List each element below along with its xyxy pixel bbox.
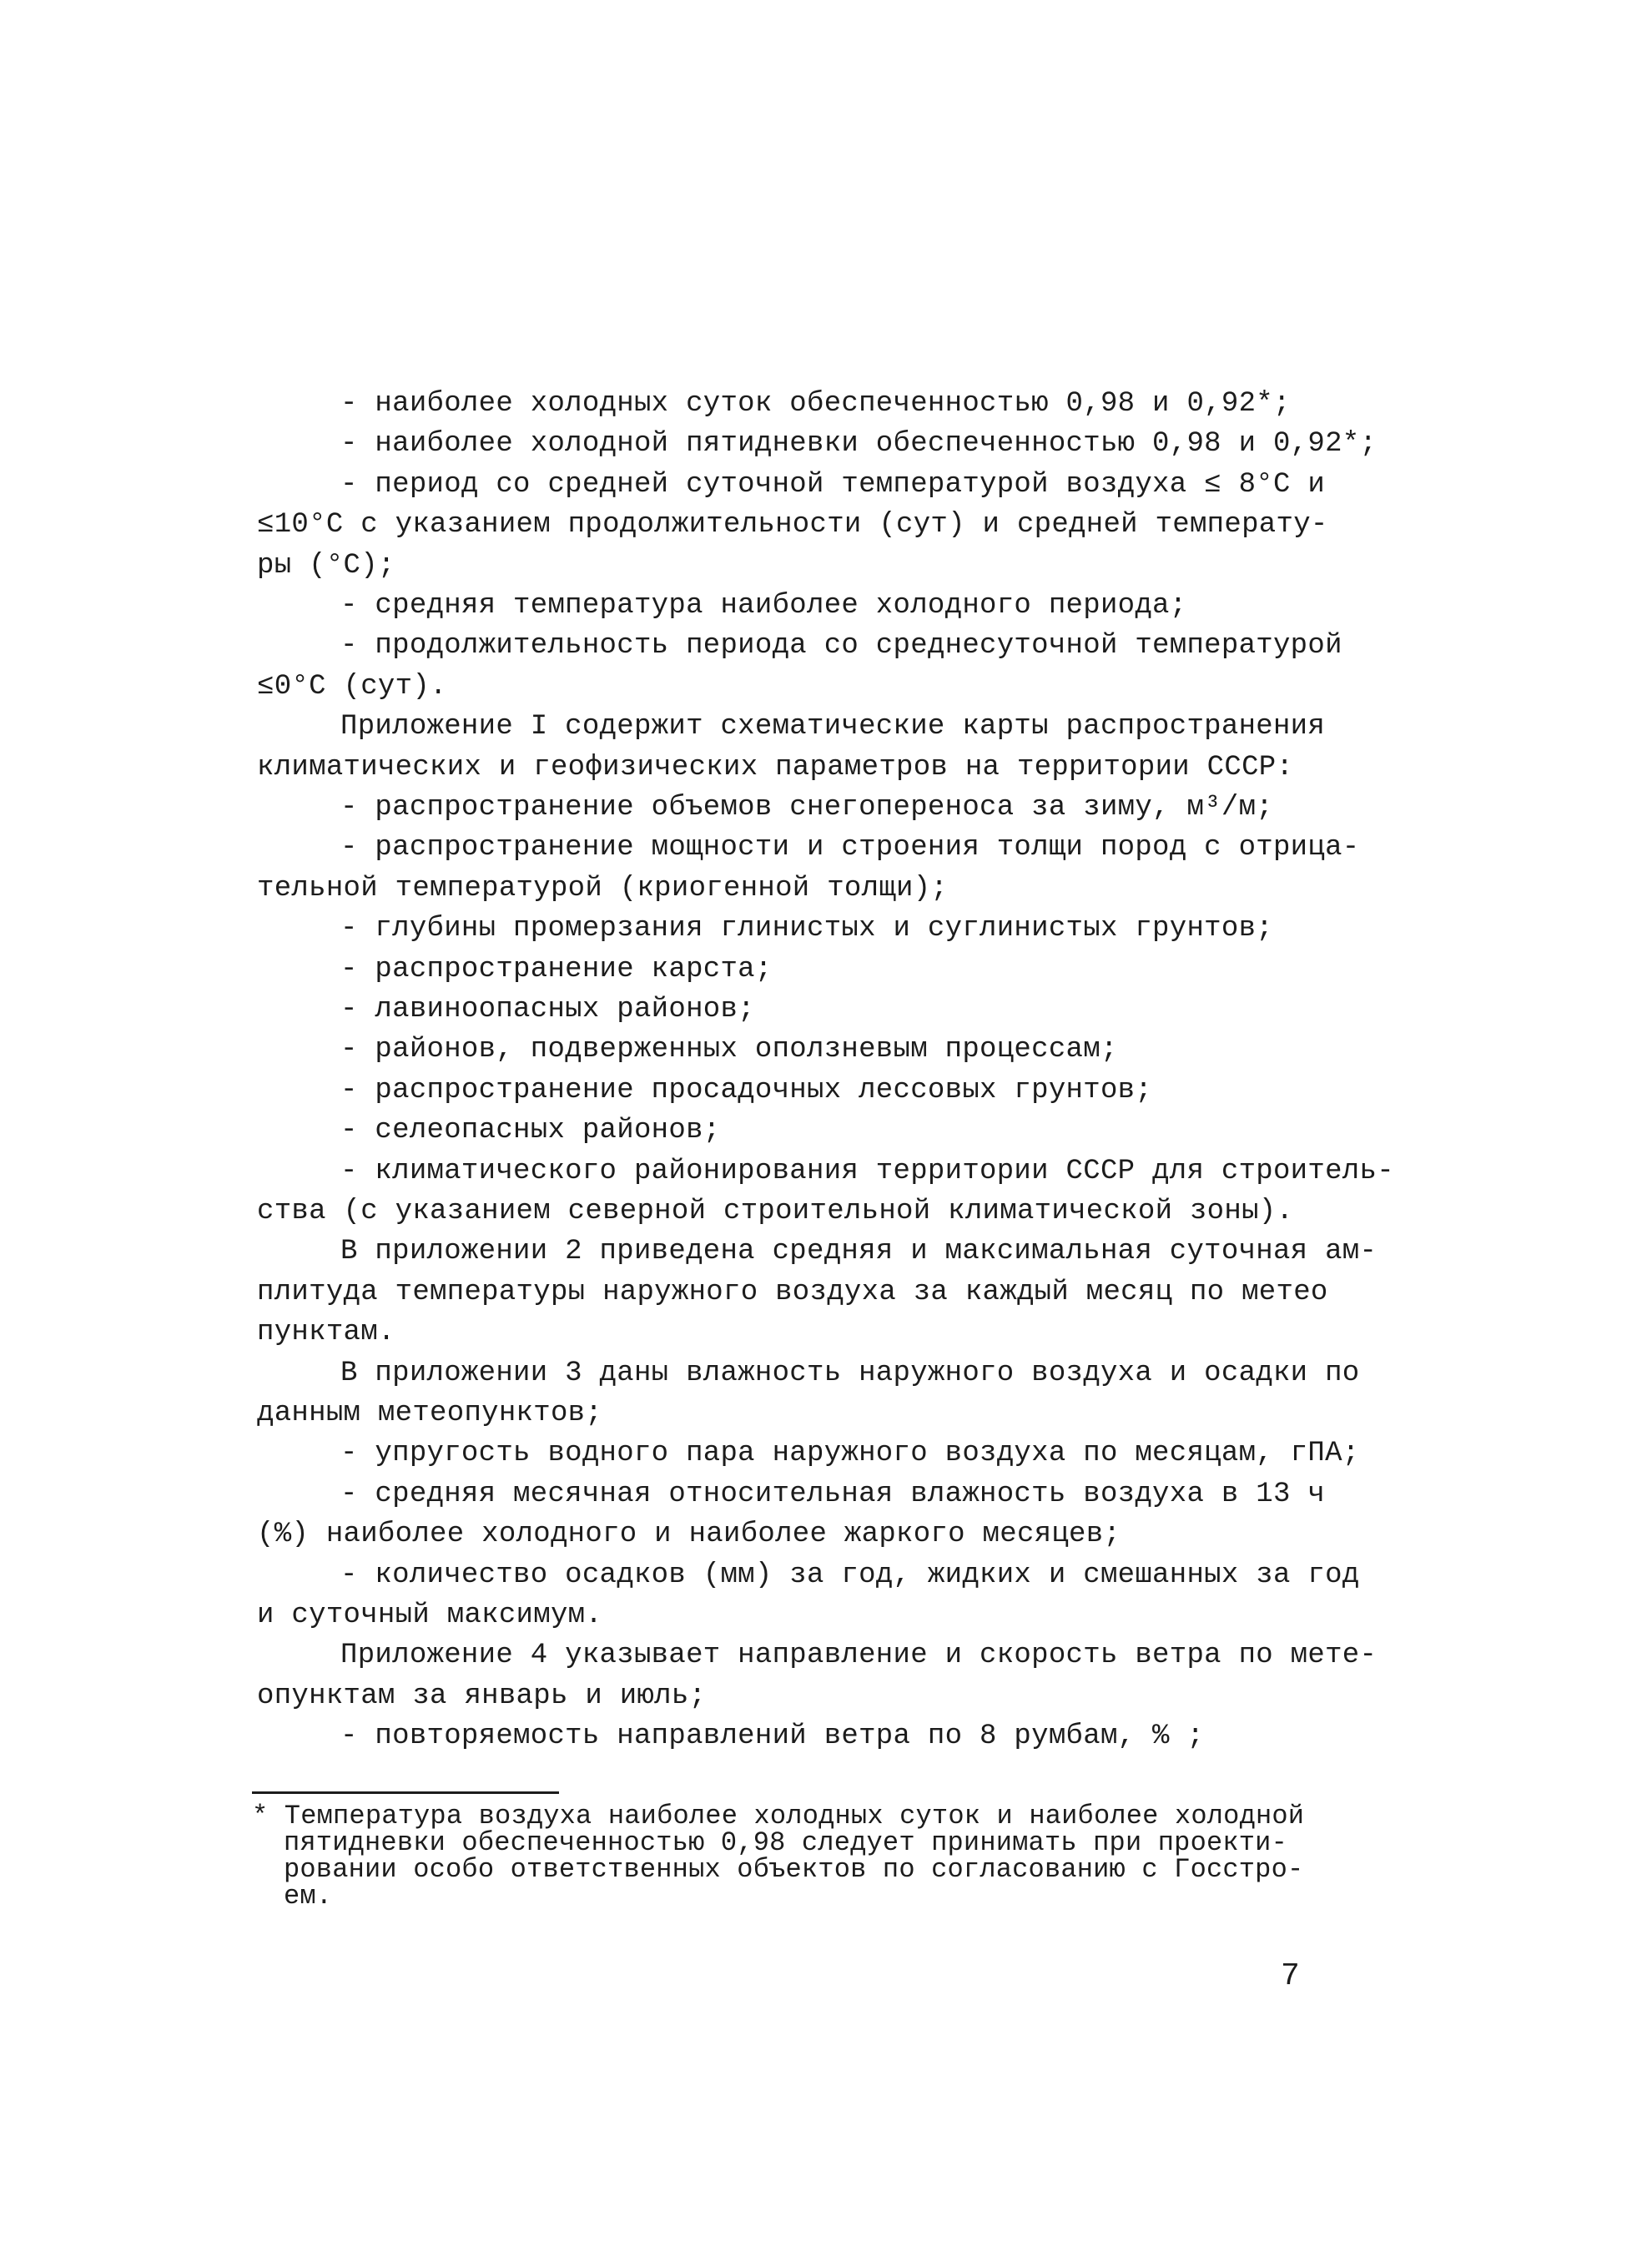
footnote-line: * Температура воздуха наиболее холодных суток и наиболее холодной	[252, 1801, 1305, 1831]
body-line: - распространение карста;	[340, 953, 773, 985]
body-line: ≤0°С (сут).	[257, 670, 447, 703]
body-line: опунктам за январь и июль;	[257, 1680, 707, 1712]
body-line: - лавиноопасных районов;	[340, 994, 755, 1025]
body-line: пунктам.	[257, 1317, 395, 1349]
body-line: ры (°С);	[257, 549, 395, 582]
body-line: - наиболее холодных суток обеспеченностью 0,98 и 0,92*;	[340, 388, 1291, 420]
body-line: - наиболее холодной пятидневки обеспеченностью 0,98 и 0,92*;	[340, 428, 1378, 461]
body-line: - районов, подверженных оползневым процессам;	[340, 1034, 1118, 1066]
body-line: Приложение 4 указывает направление и скорость ветра по мете-	[340, 1640, 1378, 1672]
footnote-line: ем.	[284, 1881, 333, 1912]
body-line: ства (с указанием северной строительной климатической зоны).	[257, 1196, 1294, 1227]
body-line: - средняя месячная относительная влажность воздуха в 13 ч	[340, 1478, 1326, 1510]
body-line: - распространение объемов снегопереноса за зиму, м³/м;	[340, 792, 1273, 824]
body-line: Приложение I содержит схематические карты распространения	[340, 711, 1326, 743]
body-line: и суточный максимум.	[257, 1600, 603, 1631]
body-line: ≤10°С с указанием продолжительности (сут) и средней температу-	[257, 509, 1328, 542]
body-line: - селеопасных районов;	[340, 1115, 721, 1147]
body-line: - повторяемость направлений ветра по 8 румбам, % ;	[340, 1721, 1205, 1753]
body-line: В приложении 2 приведена средняя и максимальная суточная ам-	[340, 1236, 1378, 1268]
body-line: - распространение просадочных лессовых грунтов;	[340, 1074, 1153, 1106]
body-line: - средняя температура наиболее холодного периода;	[340, 590, 1187, 622]
body-line: данным метеопунктов;	[257, 1398, 603, 1429]
body-line: плитуда температуры наружного воздуха за каждый месяц по метео	[257, 1276, 1328, 1308]
body-line: - глубины промерзания глинистых и суглинистых грунтов;	[340, 913, 1273, 945]
footnote-line: ровании особо ответственных объектов по согласованию с Госстро-	[284, 1854, 1304, 1885]
body-line: - продолжительность периода со среднесуточной температурой	[340, 630, 1342, 663]
body-line: В приложении 3 даны влажность наружного воздуха и осадки по	[340, 1357, 1360, 1389]
body-line: тельной температурой (криогенной толщи);	[257, 872, 949, 904]
body-line: - период со средней суточной температурой воздуха ≤ 8°С и	[340, 468, 1326, 501]
body-line: - упругость водного пара наружного воздуха по месяцам, гПА;	[340, 1438, 1360, 1470]
page-number: 7	[1281, 1958, 1300, 1994]
body-line: (%) наиболее холодного и наиболее жаркого месяцев;	[257, 1519, 1121, 1551]
body-line: - климатического районирования территории СССР для строитель-	[340, 1155, 1394, 1187]
footnote-line: пятидневки обеспеченностью 0,98 следует принимать при проекти-	[284, 1827, 1287, 1858]
body-line: - распространение мощности и строения толщи пород с отрица-	[340, 832, 1360, 864]
body-line: - количество осадков (мм) за год, жидких и смешанных за год	[340, 1559, 1360, 1591]
body-line: климатических и геофизических параметров на территории СССР:	[257, 751, 1294, 783]
footnote-separator	[252, 1791, 559, 1794]
